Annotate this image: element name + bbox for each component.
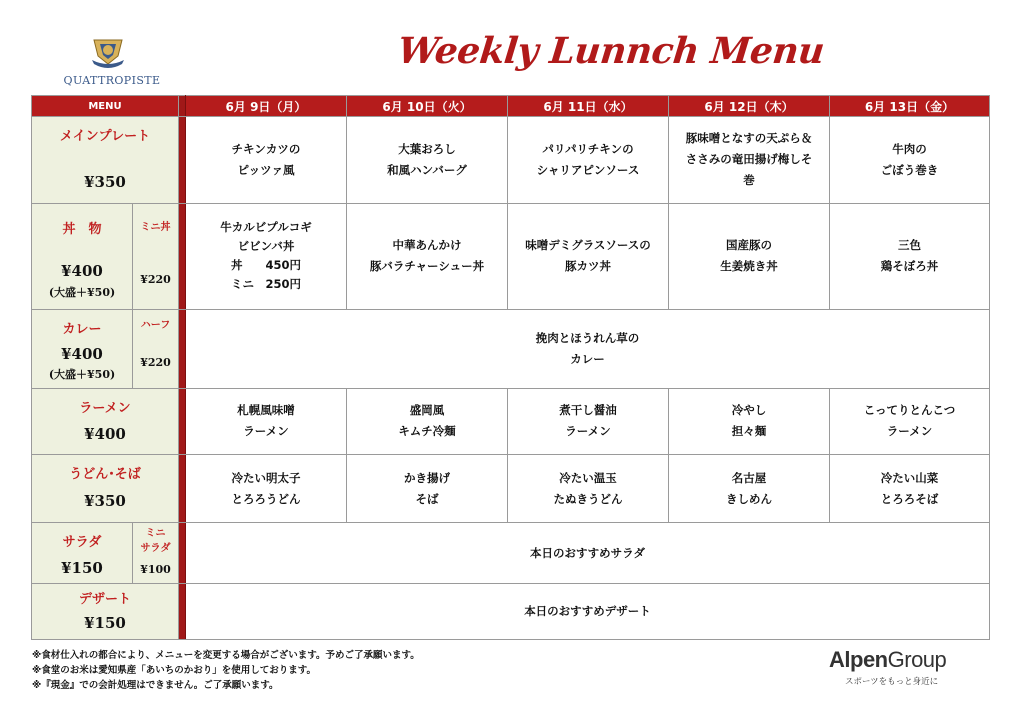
row-salad xyxy=(32,522,990,584)
category-note: (大盛＋¥50) xyxy=(48,285,116,299)
dish-line: 名古屋 xyxy=(731,470,767,485)
category-curry xyxy=(32,309,133,388)
dish-line: とろろそば xyxy=(880,491,939,506)
dish-line: 煮干し醤油 xyxy=(559,403,617,418)
dish-line: 和風ハンバーグ xyxy=(387,162,467,177)
dish-line: ラーメン xyxy=(565,424,611,439)
subcategory-half xyxy=(133,309,179,388)
page-title: Weekly Lunnch Menu xyxy=(395,30,827,72)
dish-line: 担々麺 xyxy=(731,424,767,439)
category-ramen xyxy=(32,388,179,455)
row-divider xyxy=(179,117,186,204)
dish-line: ミニ 250円 xyxy=(230,277,301,292)
dish-cell xyxy=(186,203,347,309)
dish-cell xyxy=(347,203,508,309)
dish-cell xyxy=(508,203,669,309)
category-name: カレー xyxy=(62,321,102,337)
dish-line: 盛岡風 xyxy=(409,403,445,418)
dish-line: 本日のおすすめデザート xyxy=(524,604,651,619)
category-price: ¥350 xyxy=(84,173,126,191)
dish-line: 豚味噌となすの天ぷら＆ xyxy=(685,131,813,146)
alpen-wordmark-light: Group xyxy=(887,647,947,672)
row-ramen xyxy=(32,388,990,455)
dish-line: 冷たい明太子 xyxy=(231,470,301,485)
category-dessert xyxy=(32,584,179,640)
dish-line: 国産豚の xyxy=(726,238,772,253)
dish-cell xyxy=(186,388,347,455)
row-divider xyxy=(179,522,186,584)
subcategory-name: ハーフ xyxy=(140,319,171,331)
category-donburi xyxy=(32,203,133,309)
subcategory-name: ミニ丼 xyxy=(140,221,171,233)
dish-line: 牛カルビプルコギ xyxy=(220,220,312,235)
footer-notes xyxy=(32,648,420,693)
category-name: デザート xyxy=(78,592,131,608)
category-price: ¥150 xyxy=(61,558,103,577)
crest-icon xyxy=(88,34,128,74)
dish-line: 冷やし xyxy=(731,403,767,418)
dish-line: 大葉おろし xyxy=(398,141,456,156)
dish-line: パリパリチキンの xyxy=(542,141,634,156)
subcategory-price: ¥100 xyxy=(140,562,171,576)
day-header-tue: 6月 10日（火） xyxy=(347,96,508,117)
footer-note: ※食堂のお米は愛知県産「あいちのかおり」を使用しております。 xyxy=(32,665,316,676)
dish-cell xyxy=(830,455,990,523)
row-divider xyxy=(179,388,186,455)
dish-line: カレー xyxy=(570,351,605,366)
dish-line: たぬきうどん xyxy=(553,491,623,506)
category-price: ¥150 xyxy=(84,614,126,633)
category-main-plate xyxy=(32,117,179,204)
dish-cell xyxy=(669,117,830,204)
dish-cell xyxy=(830,388,990,455)
dish-cell xyxy=(186,455,347,523)
dish-cell xyxy=(830,203,990,309)
category-price: ¥400 xyxy=(61,344,103,363)
dish-line: ラーメン xyxy=(243,424,289,439)
dish-line: 冷たい山菜 xyxy=(880,470,939,485)
dish-cell xyxy=(669,388,830,455)
logo-wordmark: QUATTROPISTE xyxy=(63,74,161,87)
subcategory-price: ¥220 xyxy=(140,272,171,286)
dish-line: 豚バラチャーシュー丼 xyxy=(369,259,485,274)
row-main-plate xyxy=(32,117,990,204)
dish-line: 巻 xyxy=(743,173,755,188)
dish-cell-merged xyxy=(186,309,990,388)
row-divider xyxy=(179,455,186,523)
category-price: ¥350 xyxy=(84,492,126,511)
dish-line: 味噌デミグラスソースの xyxy=(525,238,651,253)
row-divider xyxy=(179,584,186,640)
subcategory-price: ¥220 xyxy=(140,355,171,369)
dish-line: ごぼう巻き xyxy=(880,162,939,177)
dish-line: ラーメン xyxy=(886,424,933,439)
subcategory-name: ミニ xyxy=(145,527,166,539)
dish-line: 鶏そぼろ丼 xyxy=(880,259,939,274)
dish-line: ささみの竜田揚げ梅しそ xyxy=(685,152,813,167)
day-header-wed: 6月 11日（水） xyxy=(508,96,669,117)
dish-cell xyxy=(347,388,508,455)
dish-line: 中華あんかけ xyxy=(392,238,462,253)
dish-line: 三色 xyxy=(898,238,921,253)
day-header-fri: 6月 13日（金） xyxy=(830,96,990,117)
day-header-mon: 6月 9日（月） xyxy=(186,96,347,117)
dish-line: 牛肉の xyxy=(892,141,927,156)
dish-line: チキンカツの xyxy=(231,141,301,156)
dish-line: ビビンバ丼 xyxy=(237,239,295,254)
row-dessert xyxy=(32,584,990,640)
category-name: サラダ xyxy=(62,534,102,550)
dish-line: シャリアピンソース xyxy=(536,162,640,177)
category-name: うどん･そば xyxy=(69,467,141,483)
dish-line: ピッツァ風 xyxy=(237,162,295,177)
category-note: (大盛＋¥50) xyxy=(48,367,116,381)
row-divider xyxy=(179,309,186,388)
category-name: 丼 物 xyxy=(62,221,102,237)
quattropiste-logo xyxy=(48,34,168,94)
dish-line: 挽肉とほうれん草の xyxy=(535,330,640,345)
dish-cell xyxy=(347,117,508,204)
menu-header: MENU xyxy=(32,96,179,117)
dish-line: そば xyxy=(415,491,439,506)
dish-cell xyxy=(508,117,669,204)
dish-line: かき揚げ xyxy=(404,470,450,485)
dish-cell xyxy=(347,455,508,523)
dish-line: 札幌風味噌 xyxy=(237,403,295,418)
subcategory-name: サラダ xyxy=(140,542,171,554)
dish-cell-merged xyxy=(186,584,990,640)
dish-cell-merged xyxy=(186,522,990,584)
row-udon-soba xyxy=(32,455,990,523)
category-salad xyxy=(32,522,133,584)
dish-line: 本日のおすすめサラダ xyxy=(530,545,645,560)
dish-cell xyxy=(508,388,669,455)
row-divider xyxy=(179,203,186,309)
category-price: ¥400 xyxy=(84,424,126,443)
table-header-row xyxy=(32,96,990,117)
category-name: メインプレート xyxy=(59,129,151,144)
dish-line: 生姜焼き丼 xyxy=(720,259,778,274)
day-header-thu: 6月 12日（木） xyxy=(669,96,830,117)
footer-note: ※『現金』での会計処理はできません。ご了承願います。 xyxy=(32,680,279,691)
alpen-wordmark-bold: Alpen xyxy=(829,647,888,672)
dish-line: とろろうどん xyxy=(231,491,301,506)
header-divider xyxy=(179,96,186,117)
dish-line: 豚カツ丼 xyxy=(565,259,611,274)
dish-line: 冷たい温玉 xyxy=(559,470,617,485)
dish-line: 丼 450円 xyxy=(230,258,301,273)
footer-note: ※食材仕入れの都合により、メニューを変更する場合がございます。予めご了承願います。 xyxy=(32,650,420,661)
alpen-wordmark xyxy=(829,647,979,673)
dish-cell xyxy=(508,455,669,523)
dish-cell xyxy=(186,117,347,204)
dish-cell xyxy=(830,117,990,204)
row-curry xyxy=(32,309,990,388)
alpen-tagline: スポーツをもっと身近に xyxy=(845,677,939,687)
category-name: ラーメン xyxy=(79,400,131,416)
weekly-menu-table xyxy=(31,95,989,640)
alpen-group-logo xyxy=(829,647,979,687)
dish-line: こってりとんこつ xyxy=(863,403,956,418)
subcategory-mini-salad xyxy=(133,522,179,584)
row-donburi xyxy=(32,203,990,309)
subcategory-mini-don xyxy=(133,203,179,309)
category-price: ¥400 xyxy=(61,261,103,280)
category-udon-soba xyxy=(32,455,179,523)
dish-cell xyxy=(669,455,830,523)
dish-line: きしめん xyxy=(726,491,772,506)
dish-cell xyxy=(669,203,830,309)
dish-line: キムチ冷麺 xyxy=(398,424,456,439)
